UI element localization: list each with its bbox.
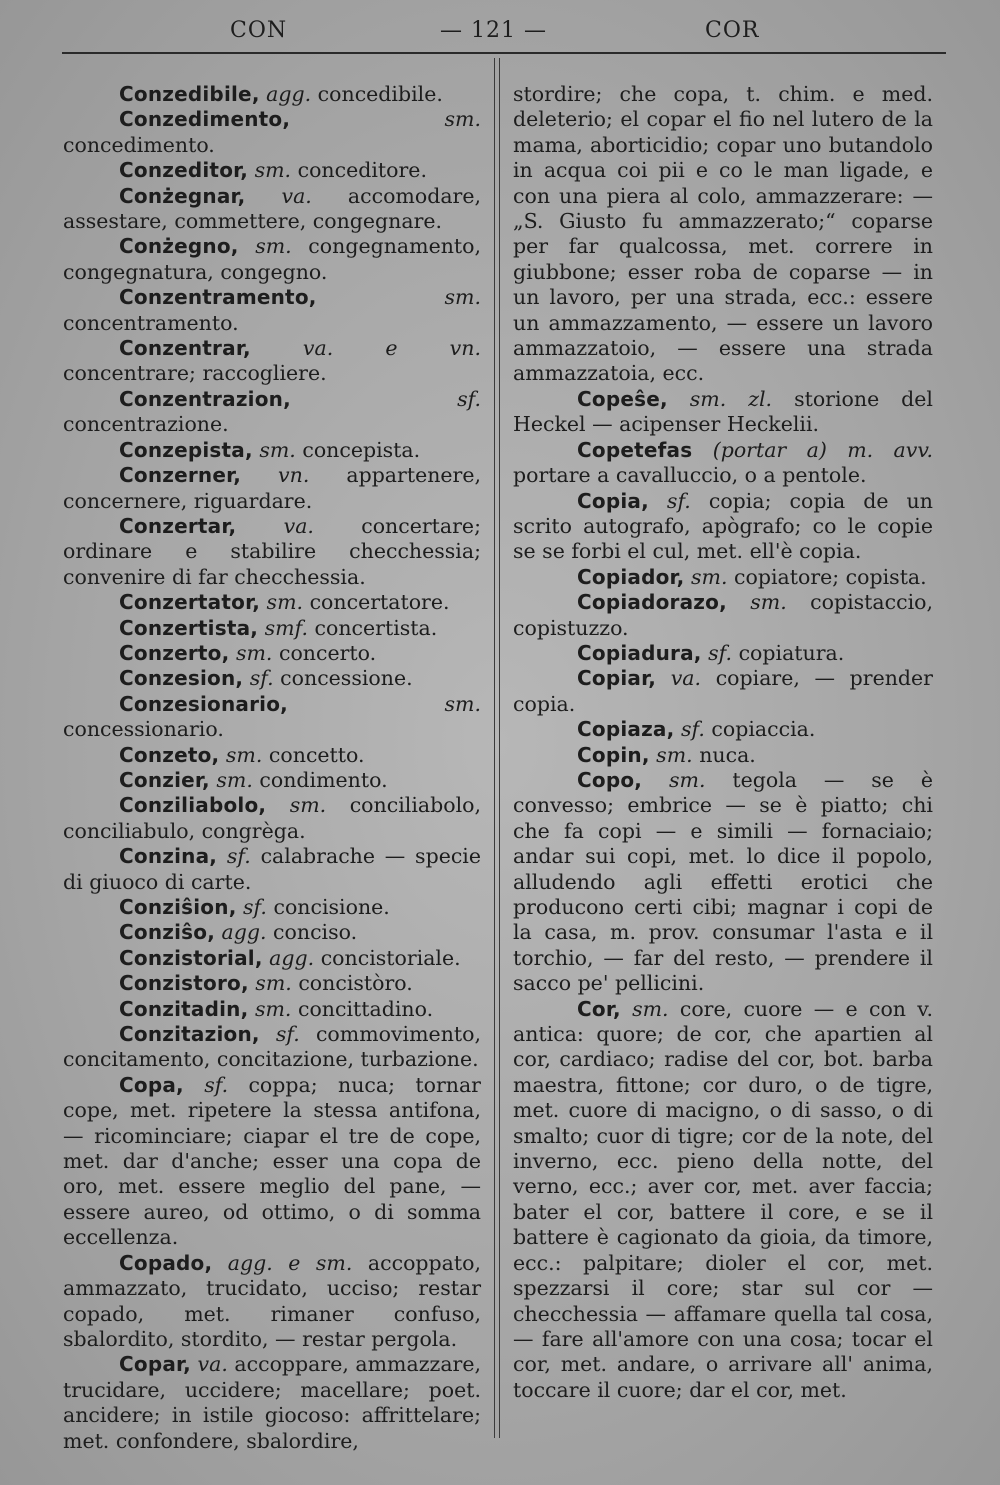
entry-definition: concentramento. xyxy=(63,310,239,335)
entry-definition: coppa; nuca; tornar cope, met. ripetere la stessa antifona, — ricominciare; ciapar el tre de cope, met. dar d'anche; esser una copa de oro, met. essere meglio del pane, — essere aureo, od ottimo, o di somma eccellenza. xyxy=(63,1072,481,1250)
entry-definition: accoppare, ammazzare, trucidare, uccidere; macellare; poet. ancidere; in istile giocoso: affrittelare; met. confondere, sbalordire, xyxy=(63,1352,481,1453)
entry-definition: tegola — se è convesso; embrice — se è piatto; chi che fa copi — e simili — fornaciaio; andar sui copi, met. lo dice il popolo, alludendo agli effetti erotici che producono certi cibi; magnar i copi de la casa, m. prov. consumar l'asta e il torchio, — far del resto, — prendere il sacco pe' pellicini. xyxy=(513,767,933,996)
entry-headword: Conzitazion, xyxy=(119,1022,260,1047)
entry-definition: concetto. xyxy=(268,742,365,767)
entry-grammar-label: va. e vn. xyxy=(302,336,481,361)
entry-headword: Conzepista, xyxy=(119,437,253,462)
entry-definition: concedimento. xyxy=(63,132,215,157)
entry-headword: Copeŝe, xyxy=(577,386,668,411)
entry-grammar-label: sm. xyxy=(216,767,253,792)
entry-definition: copiatore; copista. xyxy=(734,564,927,589)
dictionary-entry xyxy=(63,616,481,641)
entry-headword: Conzertar, xyxy=(119,513,237,538)
dictionary-entry xyxy=(63,641,481,666)
entry-definition: concertare; ordinare e stabilire checchessia; convenire di far checchessia. xyxy=(63,513,481,589)
entry-definition: concepista. xyxy=(302,437,421,462)
entry-definition: concessione. xyxy=(280,666,413,691)
dictionary-entry xyxy=(63,514,481,590)
dictionary-entry xyxy=(513,666,933,717)
entry-headword: Conzedimento, xyxy=(119,107,291,132)
entry-grammar-label: sm. xyxy=(656,742,693,767)
entry-headword: Conzerto, xyxy=(119,640,230,665)
entry-grammar-label: va. xyxy=(670,666,702,691)
entry-definition: copia; copia de un scrito autografo, apògrafo; co le copie se se forbi el cul, met. ell'è copia. xyxy=(513,488,933,564)
entry-definition: accoppato, ammazzato, trucidato, ucciso; restar copado, met. rimaner confuso, sbalordito, stordito, — restar pergola. xyxy=(63,1250,481,1351)
dictionary-entry xyxy=(513,565,933,590)
entry-headword: Copa, xyxy=(119,1072,184,1097)
dictionary-entry xyxy=(513,743,933,768)
entry-headword: Copado, xyxy=(119,1250,213,1275)
dictionary-entry xyxy=(63,184,481,235)
entry-grammar-label: sm. xyxy=(289,793,327,818)
dictionary-entry xyxy=(63,1022,481,1073)
column-divider xyxy=(494,58,495,1438)
dictionary-entry xyxy=(63,666,481,691)
entry-headword: Copo, xyxy=(577,767,643,792)
entry-grammar-label: sm. xyxy=(632,996,669,1021)
entry-definition: concertista. xyxy=(314,615,438,640)
entry-headword: Conzitadin, xyxy=(119,996,249,1021)
dictionary-entry xyxy=(513,590,933,641)
entry-definition: concistòro. xyxy=(298,971,413,996)
entry-grammar-label: va. xyxy=(283,513,314,538)
entry-definition: concittadino. xyxy=(297,996,434,1021)
entry-headword: Conzertista, xyxy=(119,615,259,640)
entry-grammar-label: sm. xyxy=(259,437,296,462)
dictionary-entry xyxy=(63,107,481,158)
dictionary-entry xyxy=(63,1251,481,1353)
dictionary-entry xyxy=(63,463,481,514)
dictionary-entry xyxy=(63,1073,481,1251)
entry-headword: Conzentrar, xyxy=(119,336,251,361)
entry-headword: Copar, xyxy=(119,1352,191,1377)
entry-grammar-label: sf. xyxy=(275,1022,300,1047)
entry-grammar-label: sm. xyxy=(254,996,292,1021)
entry-definition: concisione. xyxy=(273,895,390,919)
entry-grammar-label: agg. xyxy=(269,945,315,970)
entry-grammar-label: sm. xyxy=(254,158,292,183)
entry-definition: nuca. xyxy=(699,742,756,767)
entry-grammar-label: sm. xyxy=(444,285,481,310)
entry-definition: concedibile. xyxy=(317,82,443,106)
entry-definition: commovimento, concitamento, concitazione, turbazione. xyxy=(63,1022,481,1072)
dictionary-entry xyxy=(63,387,481,438)
entry-definition: concentrare; raccogliere. xyxy=(63,361,327,386)
entry-headword: Conziliabolo, xyxy=(119,793,267,818)
entry-grammar-label: sm. xyxy=(668,767,706,792)
entry-grammar-label: sm. xyxy=(255,971,292,996)
entry-headword: Conzedibile, xyxy=(119,82,260,106)
entry-headword: Conzeditor, xyxy=(119,158,249,183)
entry-grammar-label: agg. xyxy=(221,920,267,945)
dictionary-entry xyxy=(63,920,481,945)
entry-grammar-label: sf. xyxy=(226,844,251,869)
entry-definition: storione del Heckel — acipenser Heckelii. xyxy=(513,386,933,437)
header-right-guide-word: COR xyxy=(705,18,760,43)
dictionary-entry xyxy=(63,590,481,615)
dictionary-entry xyxy=(513,489,933,565)
entry-definition: copiaccia. xyxy=(711,717,816,742)
dictionary-entry xyxy=(63,793,481,844)
entry-grammar-label: vn. xyxy=(278,463,310,488)
entry-headword: Conzentrazion, xyxy=(119,386,291,411)
dictionary-entry xyxy=(63,768,481,793)
dictionary-entry xyxy=(63,285,481,336)
entry-definition: congegnamento, congegnatura, congegno. xyxy=(63,234,481,284)
entry-headword: Copetefas xyxy=(577,437,693,462)
entry-definition: copistaccio, copistuzzo. xyxy=(513,590,933,640)
entry-definition: concertatore. xyxy=(309,590,450,615)
entry-definition: conciso. xyxy=(273,920,358,945)
entry-definition: calabrache — specie di giuoco di carte. xyxy=(63,844,481,894)
entry-grammar-label: agg. e sm. xyxy=(227,1250,353,1275)
dictionary-entry xyxy=(513,997,933,1404)
dictionary-entry xyxy=(63,946,481,971)
entry-grammar-label: sm. zl. xyxy=(689,386,773,411)
entry-definition: condimento. xyxy=(259,767,388,792)
entry-grammar-label: sf. xyxy=(708,640,733,665)
entry-headword: Conzeto, xyxy=(119,742,220,767)
entry-headword: Conzentramento, xyxy=(119,285,317,310)
dictionary-entry xyxy=(63,82,481,107)
entry-definition: stordire; che copa, t. chim. e med. deleterio; el copar el fio nel lutero de la mama, aborticidio; copar uno butandolo in acqua coi pii e co le man ligade, e con una piera al colo, ammazzerare: — „S. Giusto fu ammazzerato;“ coparse per far qualcossa, met. correre in giubbone; esser roba de coparse — in un lavoro, per una strada, ecc.: essere un ammazzamento, — essere un lavoro ammazzatoio, — essere una strada ammazzatoia, ecc. xyxy=(513,82,933,386)
entry-headword: Conzina, xyxy=(119,844,218,869)
left-column xyxy=(63,82,481,1454)
entry-headword: Conzistorial, xyxy=(119,945,263,970)
entry-headword: Cor, xyxy=(577,996,621,1021)
entry-definition: concerto. xyxy=(278,640,377,665)
dictionary-entry xyxy=(63,1352,481,1454)
dictionary-entry xyxy=(513,82,933,387)
entry-headword: Conziŝo, xyxy=(119,920,215,945)
entry-headword: Copiador, xyxy=(577,564,685,589)
entry-grammar-label: sm. xyxy=(691,564,728,589)
entry-headword: Copin, xyxy=(577,742,650,767)
entry-headword: Conzerner, xyxy=(119,463,242,488)
entry-definition: conciliabolo, conciliabulo, congrèga. xyxy=(63,793,481,843)
entry-grammar-label: sm. xyxy=(444,107,481,132)
header-left-guide-word: CON xyxy=(230,18,288,43)
entry-grammar-label: va. xyxy=(197,1352,228,1377)
entry-headword: Conzesionario, xyxy=(119,691,288,716)
header-rule xyxy=(62,52,946,54)
entry-definition: concistoriale. xyxy=(320,945,461,970)
entry-grammar-label: sf. xyxy=(243,895,267,919)
entry-headword: Copiadorazo, xyxy=(577,590,727,615)
entry-headword: Conzesion, xyxy=(119,666,244,691)
dictionary-entry xyxy=(63,997,481,1022)
entry-definition: appartenere, concernere, riguardare. xyxy=(63,463,481,513)
entry-definition: copiare, — prender copia. xyxy=(513,666,933,716)
dictionary-entry xyxy=(63,336,481,387)
dictionary-entry xyxy=(513,438,933,489)
entry-grammar-label: sm. xyxy=(266,590,304,615)
column-divider-inner xyxy=(499,58,500,1438)
right-column xyxy=(513,82,933,1403)
entry-grammar-label: sm. xyxy=(225,742,263,767)
dictionary-entry xyxy=(63,158,481,183)
page-number: — 121 — xyxy=(440,18,547,43)
entry-grammar-label: sm. xyxy=(255,234,292,259)
entry-grammar-label: agg. xyxy=(266,82,312,106)
entry-headword: Copia, xyxy=(577,488,649,513)
entry-grammar-label: sf. xyxy=(666,488,691,513)
dictionary-entry xyxy=(63,438,481,463)
entry-headword: Copiadura, xyxy=(577,640,702,665)
entry-definition: concentrazione. xyxy=(63,412,229,437)
entry-grammar-label: sf. xyxy=(457,386,481,411)
dictionary-entry xyxy=(63,971,481,996)
entry-headword: Conzier, xyxy=(119,767,210,792)
entry-grammar-label: smf. xyxy=(264,615,308,640)
dictionary-entry xyxy=(513,717,933,742)
entry-headword: Copiar, xyxy=(577,666,657,691)
dictionary-entry xyxy=(513,768,933,997)
dictionary-entry xyxy=(513,641,933,666)
entry-definition: conceditore. xyxy=(297,158,427,183)
entry-grammar-label: (portar a) m. avv. xyxy=(712,437,933,462)
dictionary-entry xyxy=(63,844,481,895)
entry-definition: accomodare, assestare, commettere, congegnare. xyxy=(63,183,481,234)
entry-grammar-label: sm. xyxy=(444,691,481,716)
entry-headword: Conzertator, xyxy=(119,590,261,615)
entry-definition: portare a cavalluccio, o a pentole. xyxy=(513,463,867,488)
entry-headword: Conżegnar, xyxy=(119,183,246,208)
entry-grammar-label: sf. xyxy=(249,666,274,691)
entry-headword: Conżegno, xyxy=(119,234,239,259)
dictionary-entry xyxy=(63,895,481,920)
entry-grammar-label: sf. xyxy=(204,1072,229,1097)
dictionary-entry xyxy=(63,692,481,743)
running-header xyxy=(0,18,1000,52)
entry-headword: Conziŝion, xyxy=(119,895,237,919)
entry-grammar-label: sf. xyxy=(680,717,705,742)
entry-grammar-label: sm. xyxy=(235,640,273,665)
entry-grammar-label: sm. xyxy=(750,590,787,615)
entry-definition: copiatura. xyxy=(738,640,845,665)
dictionary-entry xyxy=(63,234,481,285)
entry-grammar-label: va. xyxy=(281,183,312,208)
dictionary-entry xyxy=(513,387,933,438)
entry-headword: Conzistoro, xyxy=(119,971,249,996)
dictionary-entry xyxy=(63,743,481,768)
entry-headword: Copiaza, xyxy=(577,717,675,742)
entry-definition: concessionario. xyxy=(63,717,224,742)
entry-definition: core, cuore — e con v. antica: quore; de cor, che apartien al cor, cardiaco; radise del cor, bot. barba maestra, fittone; cor duro, o de tigre, met. cuore di macigno, o di sasso, o di smalto; cuor di tigre; cor de la note, del inverno, ecc. pieno della notte, del verno, ecc.; aver cor, met. aver faccia; bater el cor, battere il core, e se il battere è cagionato da gioia, da timore, ecc.: palpitare; dioler el cor, met. spezzarsi il core; star sul cor — checchessia — affamare quella tal cosa, — fare all'amore con una cosa; tocar el cor, met. andare, o arrivare all' anima, toccare il cuore; dar el cor, met. xyxy=(513,996,933,1402)
